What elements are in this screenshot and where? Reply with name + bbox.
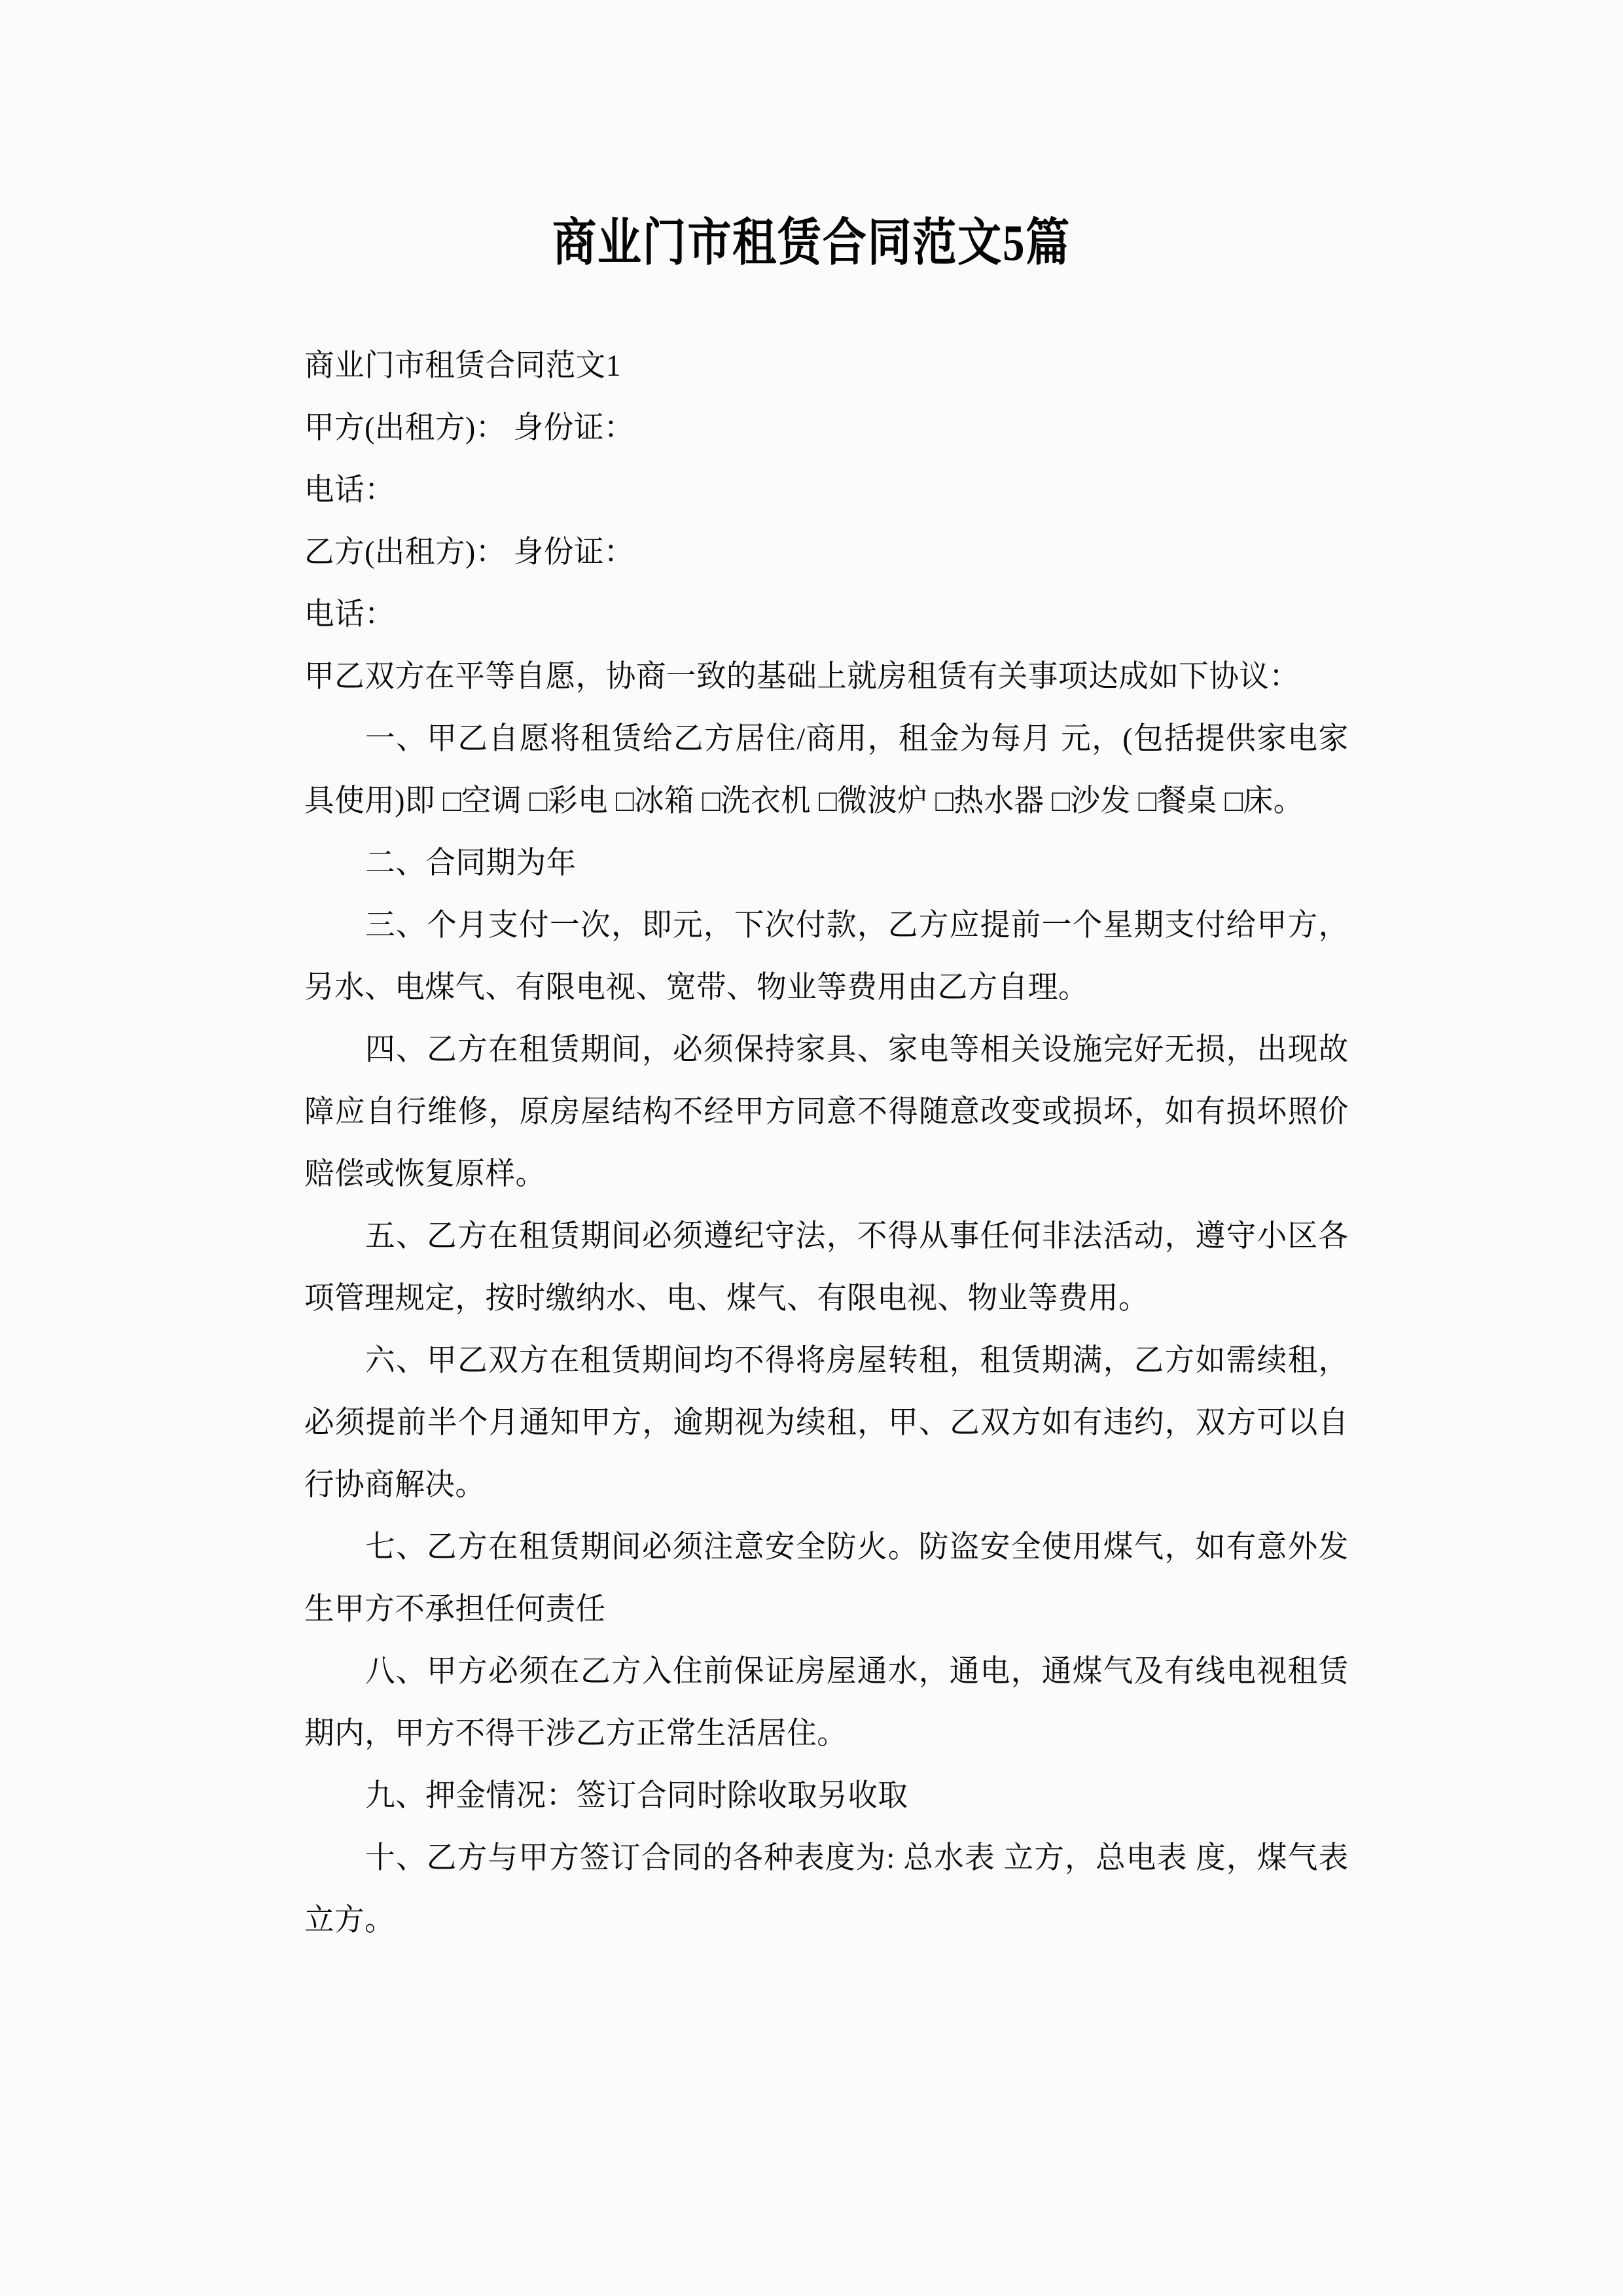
paragraph-clause-6: 六、甲乙双方在租赁期间均不得将房屋转租，租赁期满，乙方如需续租，必须提前半个月通知甲方，逾期视为续租，甲、乙双方如有违约，双方可以自行协商解决。: [304, 1344, 1349, 1502]
paragraph-clause-5: 五、乙方在租赁期间必须遵纪守法，不得从事任何非法活动，遵守小区各项管理规定，按时缴纳水、电、煤气、有限电视、物业等费用。: [304, 1219, 1349, 1316]
paragraph-clause-1: 一、甲乙自愿将租赁给乙方居住/商用，租金为每月 元，(包括提供家电家具使用)即 □空调 □彩电 □冰箱 □洗衣机 □微波炉 □热水器 □沙发 □餐桌 □床。: [304, 722, 1349, 818]
paragraph-clause-9: 九、押金情况：签订合同时除收取另收取: [365, 1779, 908, 1813]
paragraph-clause-4: 四、乙方在租赁期间，必须保持家具、家电等相关设施完好无损，出现故障应自行维修，原房屋结构不经甲方同意不得随意改变或损坏，如有损坏照价赔偿或恢复原样。: [304, 1033, 1349, 1191]
paragraph-clause-8: 八、甲方必须在乙方入住前保证房屋通水，通电，通煤气及有线电视租赁期内，甲方不得干涉乙方正常生活居住。: [304, 1655, 1349, 1751]
paragraph-clause-7: 七、乙方在租赁期间必须注意安全防火。防盗安全使用煤气，如有意外发生甲方不承担任何责任: [304, 1530, 1349, 1626]
document-body: [304, 335, 1381, 1952]
paragraph-clause-10: 十、乙方与甲方签订合同的各种表度为: 总水表 立方，总电表 度，煤气表 立方。: [304, 1841, 1349, 1937]
paragraph-heading-sample-1: 商业门市租赁合同范文1: [304, 349, 622, 383]
paragraph-party-a-phone: 电话：: [304, 473, 395, 507]
page-title: 商业门市租赁合同范文5篇: [552, 214, 1071, 272]
paragraph-clause-2: 二、合同期为年: [365, 846, 577, 880]
paragraph-preamble: 甲乙双方在平等自愿，协商一致的基础上就房租赁有关事项达成如下协议：: [304, 660, 1300, 694]
paragraph-party-b: 乙方(出租方)： 身份证：: [304, 535, 634, 569]
paragraph-clause-3: 三、个月支付一次，即元，下次付款，乙方应提前一个星期支付给甲方，另水、电煤气、有限电视、宽带、物业等费用由乙方自理。: [304, 908, 1349, 1005]
paragraph-party-b-phone: 电话：: [304, 598, 395, 632]
paragraph-party-a: 甲方(出租方)： 身份证：: [304, 411, 634, 445]
